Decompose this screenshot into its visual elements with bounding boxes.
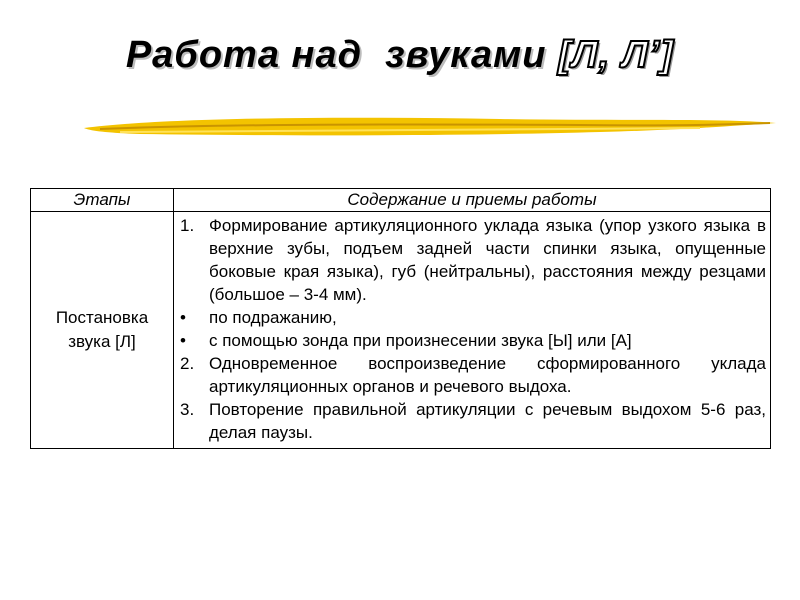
slide-title <box>0 34 800 77</box>
list-item <box>180 306 766 329</box>
list-item-text: Повторение правильной артикуляции с речевым выдохом 5-6 раз, делая паузы. <box>209 400 766 442</box>
header-content: Содержание и приемы работы <box>174 189 771 212</box>
list-item-text: с помощью зонда при произнесении звука [Ы] или [А] <box>209 331 632 350</box>
list-item <box>180 329 766 352</box>
stage-line-1: Постановка <box>55 308 149 327</box>
header-stages: Этапы <box>31 189 174 212</box>
list-item-text: Формирование артикуляционного уклада языка (упор узкого языка в верхние зубы, подъем задней части спинки языка, опущенные боковые края языка), губ (нейтральны), расстояния между резцами (большое – 3-4 мм). <box>209 216 766 304</box>
title-bracket-close: ] <box>660 34 675 76</box>
stage-cell <box>31 212 174 449</box>
list-item <box>180 214 766 306</box>
table-row <box>31 212 771 449</box>
title-text: Работа над звуками <box>125 34 558 76</box>
bullet-icon: • <box>180 331 186 350</box>
bullet-icon: • <box>180 308 186 327</box>
list-item-text: Одновременное воспроизведение сформированного уклада артикуляционных органов и речевого выдоха. <box>209 354 766 396</box>
list-marker: 1. <box>180 216 195 235</box>
highlight-stroke-decoration <box>80 112 780 140</box>
list-marker: 3. <box>180 400 195 419</box>
content-cell <box>174 212 771 449</box>
list-marker: 2. <box>180 354 195 373</box>
stage-line-2: звука [Л] <box>68 332 136 351</box>
stages-table <box>30 188 771 449</box>
list-item <box>180 352 766 398</box>
table-header-row <box>31 189 771 212</box>
list-item <box>180 398 766 444</box>
list-item-text: по подражанию, <box>209 308 337 327</box>
title-bracket-open: [ <box>557 34 572 76</box>
title-sounds: Л, Л’ <box>571 34 661 76</box>
